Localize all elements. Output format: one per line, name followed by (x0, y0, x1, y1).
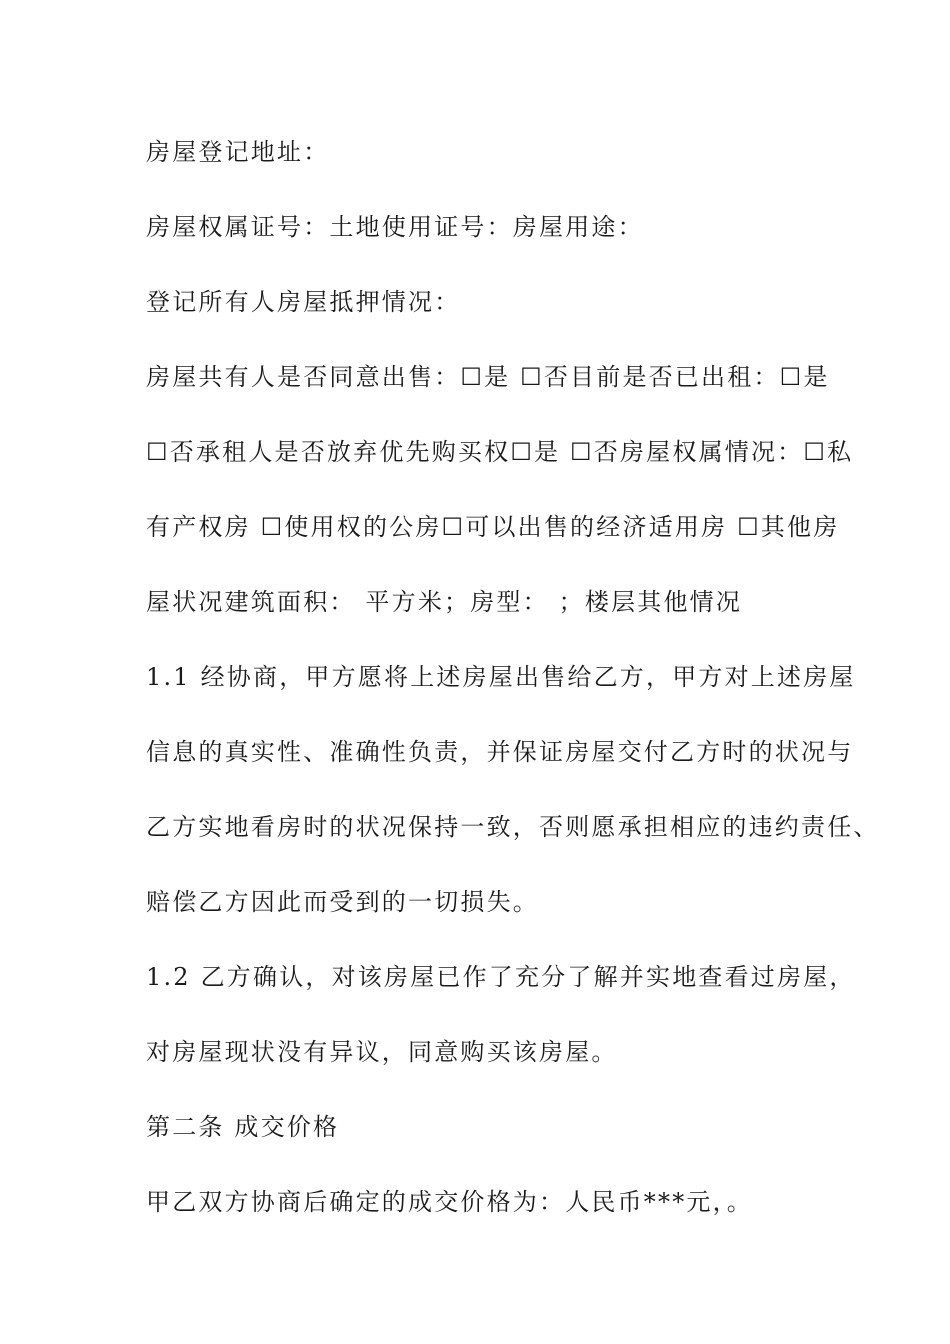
clause-1-2-line-2: 对房屋现状没有异议，同意购买该房屋。 (146, 1038, 618, 1066)
clause-1-1-line-4: 赔偿乙方因此而受到的一切损失。 (146, 888, 539, 916)
certificate-numbers-line: 房屋权属证号：土地使用证号：房屋用途： (146, 213, 644, 241)
clause-1-1-line-1: 1.1 经协商，甲方愿将上述房屋出售给乙方，甲方对上述房屋 (146, 663, 856, 691)
property-condition-line: 屋状况建筑面积： 平方米；房型： ；楼层其他情况 (146, 588, 743, 616)
clause-1-1-line-3: 乙方实地看房时的状况保持一致，否则愿承担相应的违约责任、 (146, 813, 880, 841)
tenant-priority-line: ☐否承租人是否放弃优先购买权☐是 ☐否房屋权属情况：☐私 (146, 438, 854, 466)
clause-1-2-line-1: 1.2 乙方确认，对该房屋已作了充分了解并实地查看过房屋， (146, 963, 856, 991)
property-address-line: 房屋登记地址： (146, 138, 330, 166)
property-type-line: 有产权房 ☐使用权的公房☐可以出售的经济适用房 ☐其他房 (146, 513, 840, 541)
clause-1-1-line-2: 信息的真实性、准确性负责，并保证房屋交付乙方时的状况与 (146, 738, 854, 766)
co-owner-consent-line: 房屋共有人是否同意出售：☐是 ☐否目前是否已出租：☐是 (146, 363, 830, 391)
article-2-heading: 第二条 成交价格 (146, 1113, 340, 1141)
mortgage-status-line: 登记所有人房屋抵押情况： (146, 288, 461, 316)
transaction-price-line: 甲乙双方协商后确定的成交价格为：人民币***元，。 (146, 1188, 753, 1216)
